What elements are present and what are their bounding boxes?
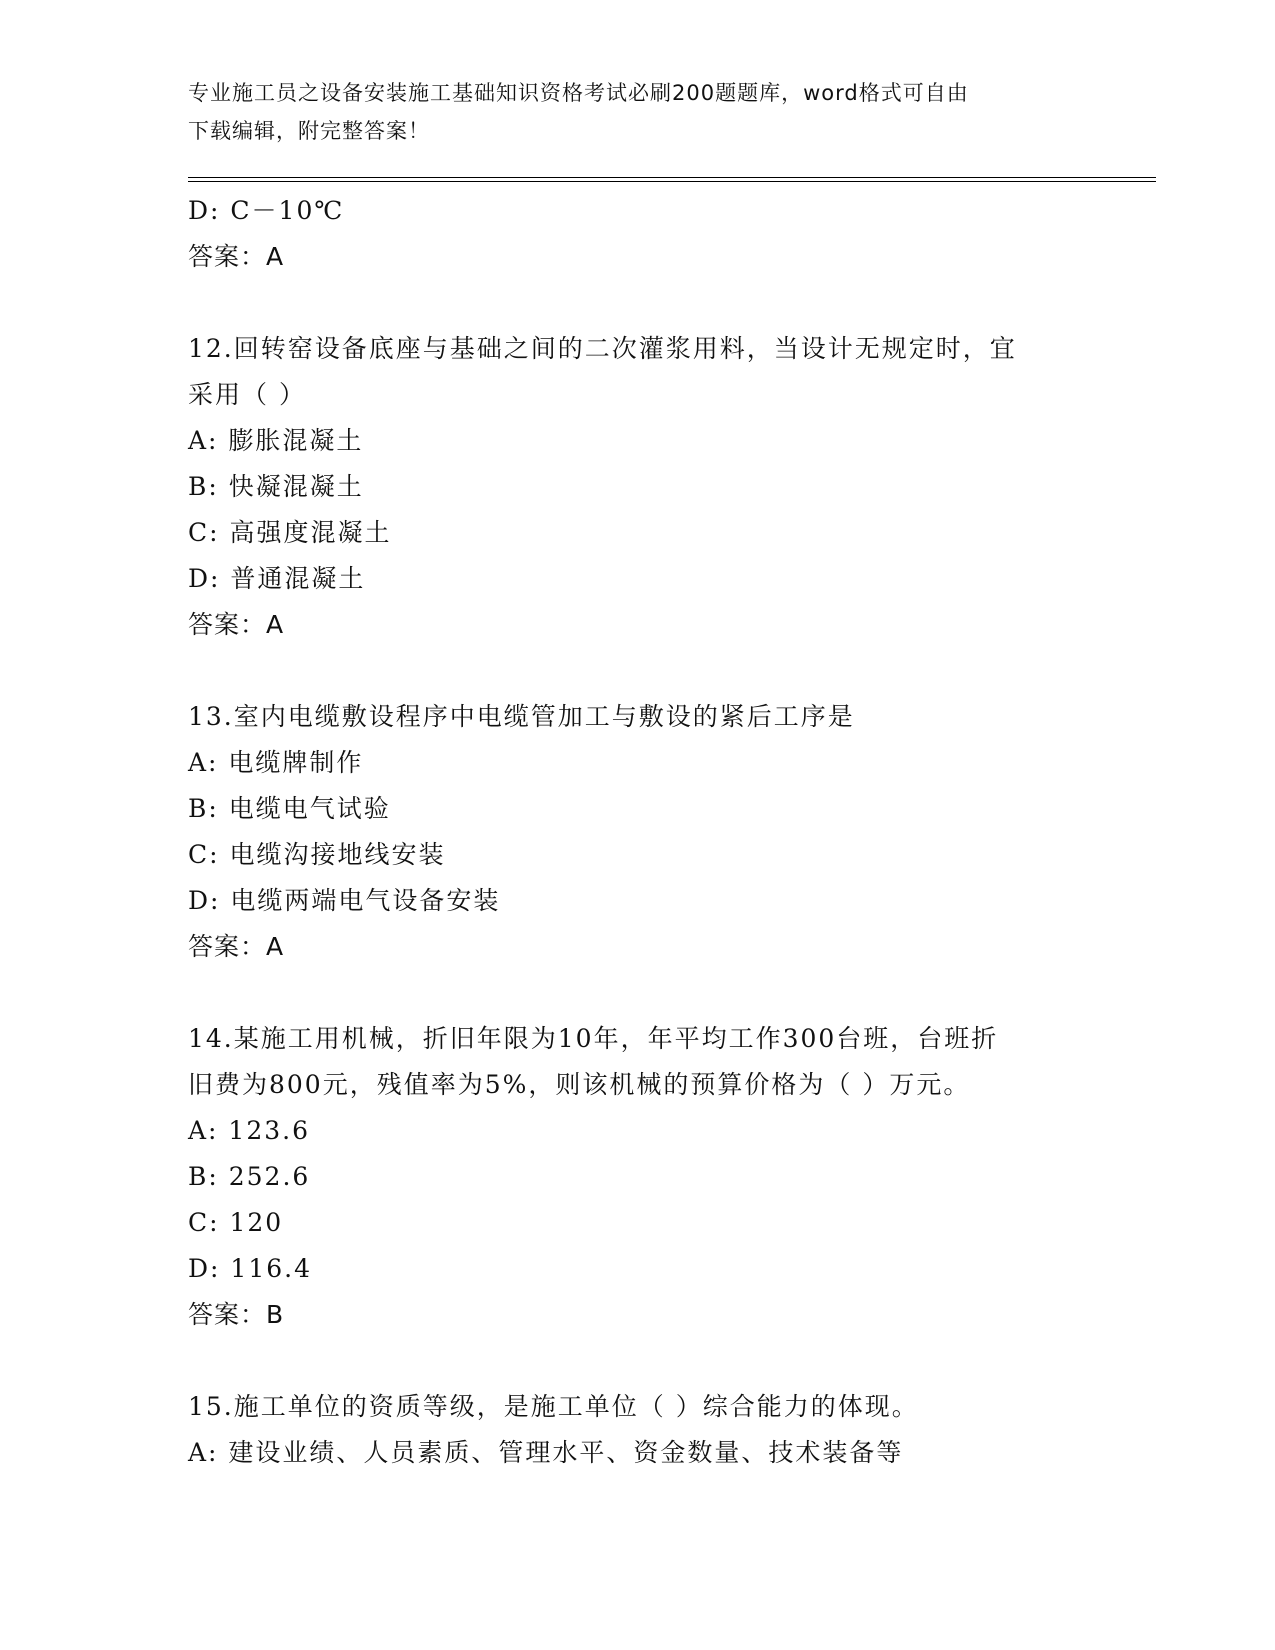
question-13 — [188, 694, 1088, 970]
question-stem: 14.某施工用机械，折旧年限为10年，年平均工作300台班，台班折 — [188, 1024, 999, 1053]
spacer — [188, 280, 1088, 326]
question-14 — [188, 1016, 1088, 1338]
header-title-line-2: 下载编辑，附完整答案！ — [188, 119, 430, 143]
question-12 — [188, 326, 1088, 648]
answer: 答案：B — [188, 1300, 285, 1329]
answer: 答案：A — [188, 242, 285, 271]
page-header — [188, 74, 1088, 150]
spacer — [188, 1338, 1088, 1384]
question-stem-continued: 旧费为800元，残值率为5%，则该机械的预算价格为（ ）万元。 — [188, 1070, 971, 1099]
header-divider — [188, 177, 1156, 182]
option-c: C: 120 — [188, 1208, 284, 1237]
question-11-tail — [188, 188, 1088, 280]
option-a: A: 膨胀混凝土 — [188, 426, 364, 455]
answer: 答案：A — [188, 932, 285, 961]
option-a: A: 123.6 — [188, 1116, 310, 1145]
header-title-line-1: 专业施工员之设备安装施工基础知识资格考试必刷200题题库，word格式可自由 — [188, 81, 969, 105]
option-d: D: 普通混凝土 — [188, 564, 366, 593]
question-stem: 15.施工单位的资质等级，是施工单位（ ）综合能力的体现。 — [188, 1392, 919, 1421]
option-d: D: C－10℃ — [188, 196, 345, 225]
spacer — [188, 648, 1088, 694]
option-a: A: 建设业绩、人员素质、管理水平、资金数量、技术装备等 — [188, 1438, 904, 1467]
answer: 答案：A — [188, 610, 285, 639]
question-list — [188, 188, 1088, 1476]
option-c: C: 高强度混凝土 — [188, 518, 392, 547]
option-d: D: 电缆两端电气设备安装 — [188, 886, 501, 915]
option-b: B: 252.6 — [188, 1162, 311, 1191]
question-15 — [188, 1384, 1088, 1476]
option-c: C: 电缆沟接地线安装 — [188, 840, 446, 869]
question-stem: 13.室内电缆敷设程序中电缆管加工与敷设的紧后工序是 — [188, 702, 855, 731]
spacer — [188, 970, 1088, 1016]
question-stem-continued: 采用（ ） — [188, 380, 306, 409]
option-a: A: 电缆牌制作 — [188, 748, 364, 777]
option-b: B: 快凝混凝土 — [188, 472, 364, 501]
option-b: B: 电缆电气试验 — [188, 794, 391, 823]
option-d: D: 116.4 — [188, 1254, 312, 1283]
question-stem: 12.回转窑设备底座与基础之间的二次灌浆用料，当设计无规定时，宜 — [188, 334, 1017, 363]
